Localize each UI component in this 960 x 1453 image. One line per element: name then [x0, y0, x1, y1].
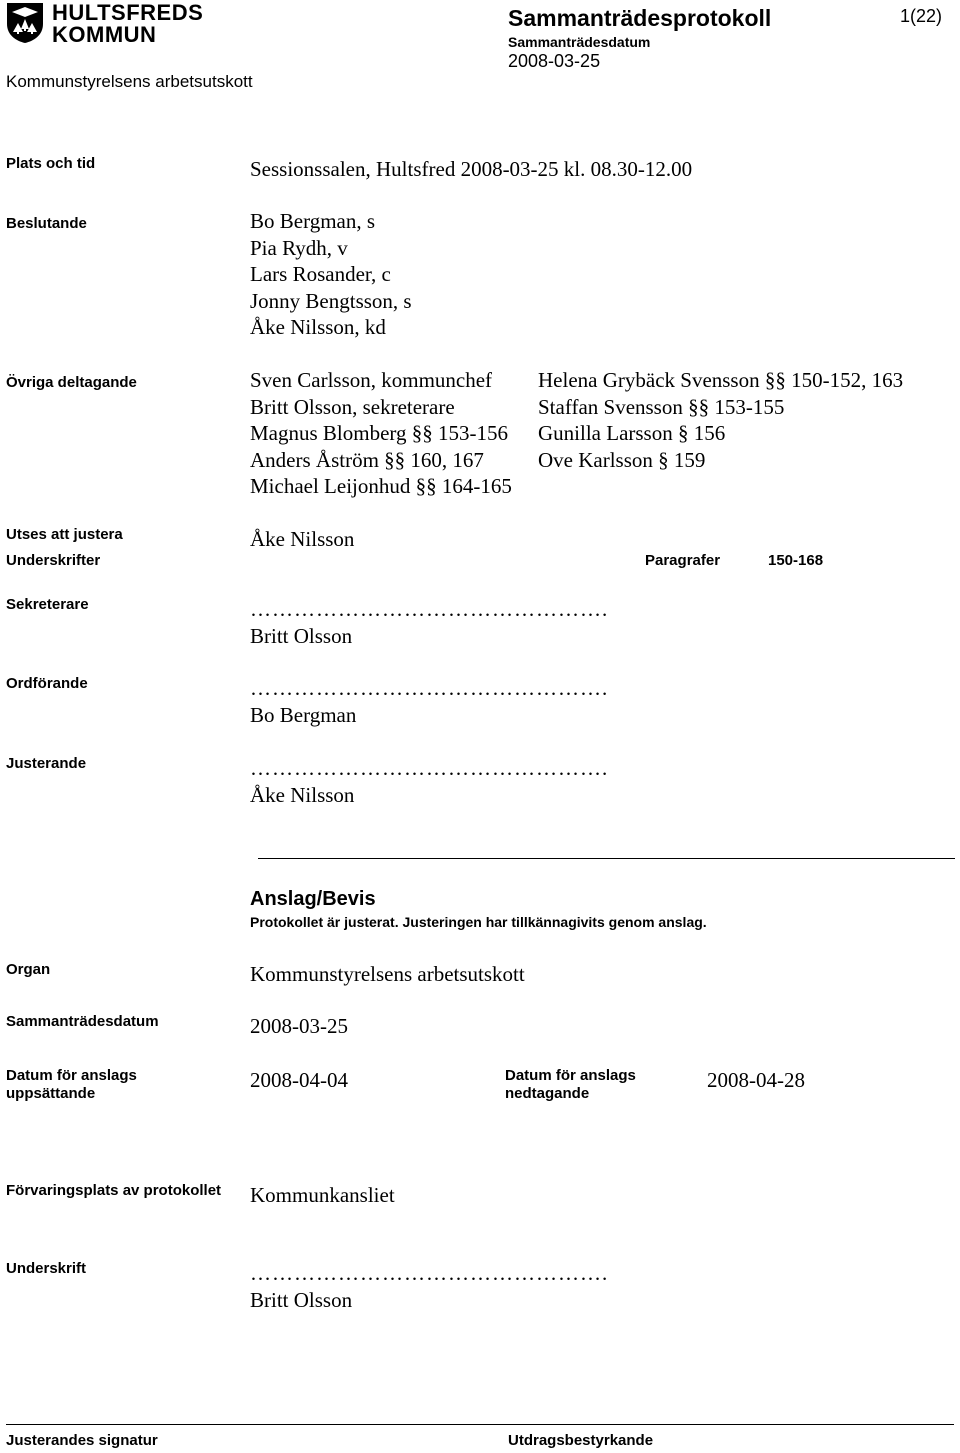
participant: Britt Olsson, sekreterare — [250, 394, 455, 419]
chair-name: Bo Bergman — [250, 703, 357, 727]
footer-certification: Utdragsbestyrkande — [508, 1432, 654, 1449]
secretary-signature-line: …………………………………………. — [250, 597, 609, 621]
others-label: Övriga deltagande — [6, 374, 137, 391]
signature-label: Underskrift — [6, 1260, 87, 1277]
removed-date-label-line2: nedtagande — [505, 1085, 590, 1102]
paragraphs-label: Paragrafer — [645, 552, 721, 569]
header-date-label: Sammanträdesdatum — [508, 34, 651, 50]
deciding-label: Beslutande — [6, 215, 87, 232]
municipality-name-line1: HULTSFREDS — [52, 0, 204, 25]
organ-value: Kommunstyrelsens arbetsutskott — [250, 962, 525, 986]
participant: Staffan Svensson §§ 153-155 — [538, 394, 785, 419]
removed-date-label-line1: Datum för anslags — [505, 1067, 636, 1084]
chair-label: Ordförande — [6, 675, 88, 692]
signatures-label: Underskrifter — [6, 552, 101, 569]
participant: Helena Grybäck Svensson §§ 150-152, 163 — [538, 368, 904, 392]
participant: Michael Leijonhud §§ 164-165 — [250, 474, 512, 498]
committee-name: Kommunstyrelsens arbetsutskott — [6, 72, 253, 91]
meeting-date-value: 2008-03-25 — [250, 1014, 348, 1038]
adjusting-signature-line: …………………………………………. — [250, 756, 609, 780]
removed-date-label — [505, 1067, 636, 1103]
secretary-name: Britt Olsson — [250, 624, 353, 648]
meeting-date-label: Sammanträdesdatum — [6, 1013, 159, 1030]
signature-name: Britt Olsson — [250, 1288, 353, 1312]
notice-title: Anslag/Bevis — [250, 888, 376, 910]
participant: Magnus Blomberg §§ 153-156 — [250, 421, 509, 445]
header-date-value: 2008-03-25 — [508, 51, 601, 71]
adjuster-value: Åke Nilsson — [250, 527, 355, 551]
adjuster-label: Utses att justera — [6, 526, 123, 543]
place-value: Sessionssalen, Hultsfred 2008-03-25 kl. 08.30-12.00 — [250, 157, 693, 181]
deciding-member: Åke Nilsson, kd — [250, 315, 386, 339]
document-title: Sammanträdesprotokoll — [508, 5, 772, 31]
posted-date-label-line2: uppsättande — [6, 1085, 96, 1102]
organ-label: Organ — [6, 961, 51, 978]
posted-date-label — [6, 1067, 137, 1103]
posted-date-value: 2008-04-04 — [250, 1068, 348, 1092]
deciding-member: Bo Bergman, s — [250, 209, 376, 233]
removed-date-value: 2008-04-28 — [707, 1068, 805, 1092]
participant: Gunilla Larsson § 156 — [538, 421, 726, 445]
deciding-member: Jonny Bengtsson, s — [250, 288, 412, 313]
logo — [6, 0, 204, 47]
deciding-member: Lars Rosander, c — [250, 262, 391, 286]
deciding-list — [250, 208, 412, 341]
secretary-label: Sekreterare — [6, 596, 89, 613]
deciding-member: Pia Rydh, v — [250, 235, 348, 260]
signature-line: …………………………………………. — [250, 1261, 609, 1285]
notice-subtitle: Protokollet är justerat. Justeringen har tillkännagivits genom anslag. — [250, 914, 707, 930]
posted-date-label-line1: Datum för anslags — [6, 1067, 137, 1084]
adjusting-label: Justerande — [6, 755, 87, 772]
storage-label: Förvaringsplats av protokollet — [6, 1182, 222, 1199]
others-right-list — [538, 367, 903, 473]
page-number: 1(22) — [900, 6, 943, 26]
coat-of-arms-icon — [6, 2, 44, 44]
participant: Ove Karlsson § 159 — [538, 447, 706, 472]
adjusting-name: Åke Nilsson — [250, 783, 355, 807]
storage-value: Kommunkansliet — [250, 1183, 395, 1207]
others-left-list — [250, 367, 512, 500]
participant: Anders Åström §§ 160, 167 — [250, 447, 484, 472]
paragraphs-value: 150-168 — [768, 552, 824, 569]
divider — [258, 858, 955, 859]
municipality-name-line2: KOMMUN — [52, 22, 157, 47]
participant: Sven Carlsson, kommunchef — [250, 368, 493, 392]
footer-rule — [6, 1424, 954, 1425]
chair-signature-line: …………………………………………. — [250, 676, 609, 700]
place-label: Plats och tid — [6, 155, 96, 172]
footer-adjusters-signature: Justerandes signatur — [6, 1432, 158, 1449]
